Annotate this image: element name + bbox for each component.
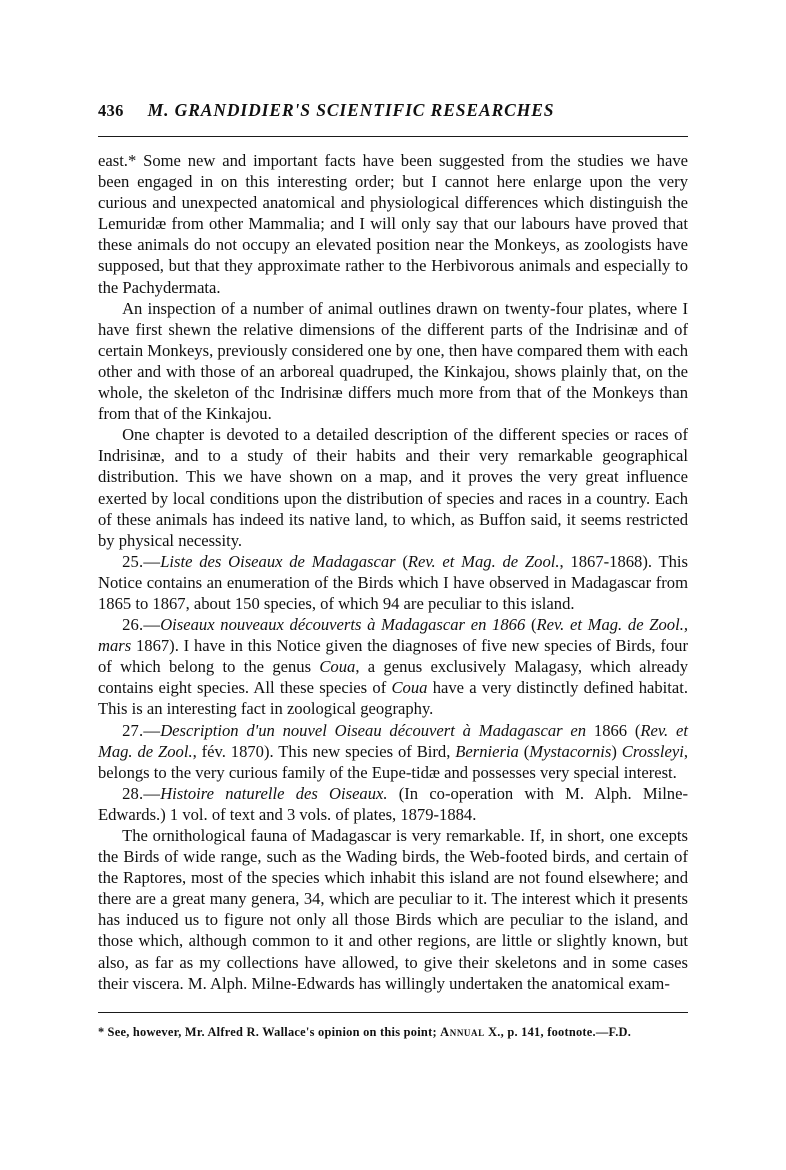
entry-27-number: 27.— bbox=[122, 720, 161, 740]
entry-25-citation-open: ( bbox=[395, 551, 408, 571]
entry-26-text: I have in this Notice given the diagnoses of five new species of Birds, four of which belong to the genus bbox=[98, 636, 688, 677]
footnote-wallace bbox=[98, 1024, 688, 1041]
footnote-marker: * bbox=[98, 1025, 105, 1039]
entry-27-title-year: 1866 bbox=[586, 720, 628, 740]
paragraph-inspection: An inspection of a number of animal outlines drawn on twenty-four plates, where I have first shewn the relative dimensions of the different parts of the Indrisinæ and of certain Monkeys, previously considered one by one, then have compared them with each other and with those of an arboreal quadruped, the Kinkajou, shows plainly that, on the whole, the skeleton of thc Indrisinæ differs much more from that of the Monkeys than from that of the Kinkajou. bbox=[98, 298, 688, 424]
entry-26-citation-journal: Rev. et Mag. de Zool., mars bbox=[98, 615, 688, 656]
entry-25-number: 25.— bbox=[122, 551, 161, 571]
entry-27 bbox=[98, 720, 688, 783]
entry-28 bbox=[98, 783, 688, 825]
entry-26-citation-open: ( bbox=[525, 615, 537, 635]
entry-25-citation-rest: , 1867-1868). bbox=[559, 551, 653, 571]
entry-27-species-mystacornis: Mystacornis bbox=[529, 741, 612, 761]
paragraph-chapter: One chapter is devoted to a detailed description of the different species or races of Indrisinæ, and to a study of their habits and their very remarkable geographical distribution. This we have shown on a map, and it proves the very great influence exerted by local conditions upon the distribution of species and races in a country. Each of these animals has indeed its native land, to which, as Buffon said, it seems restricted by physical necessity. bbox=[98, 425, 688, 550]
entry-27-species-bernieria: Bernieria bbox=[455, 741, 519, 761]
running-head bbox=[98, 100, 688, 130]
entry-27-species-crossleyi: Crossleyi bbox=[621, 741, 684, 761]
entry-25-title: Liste des Oiseaux de Madagascar bbox=[160, 551, 396, 571]
paragraph-east: east.* Some new and important facts have been suggested from the studies we have been engaged in on this interesting order; but I cannot here enlarge upon the very curious and unexpected anatomical and physiological differences which distinguish the Lemuridæ from other Mammalia; and I will only say that our labours have proved that these animals do not occupy an elevated position near the Monkeys, as zoologists have supposed, but that they approximate rather to the Herbivorous animals and especially to the Pachydermata. bbox=[98, 151, 688, 297]
entry-26-text-2: , a genus exclusively Malagasy, which already contains eight species. All these species of bbox=[98, 657, 688, 698]
paragraph-ornithological: The ornithological fauna of Madagascar is very remarkable. If, in short, one excepts the Birds of wide range, such as the Wading birds, the Web-footed birds, and certain of the Raptores, most of the species which inhabit this island are not found elsewhere; and there are a great many genera, 34, which are peculiar to it. The interest which it presents has induced us to figure not only all those Birds which are peculiar to the island, and those which, although common to it and other regions, are little or slightly known, but also, as far as my collections have allowed, to give their skeletons and in some cases their viscera. M. Alph. Milne-Edwards has willingly undertaken the anatomical exam‑ bbox=[98, 826, 688, 993]
footnote-rule bbox=[98, 1012, 688, 1013]
entry-27-text-3: ) bbox=[611, 741, 622, 761]
footnote-text-before: See, however, Mr. Alfred R. Wallace's opinion on this point; bbox=[104, 1025, 441, 1039]
running-title: M. GRANDIDIER'S SCIENTIFIC RESEARCHES bbox=[147, 100, 555, 120]
entry-28-text: (In co-operation with M. Alph. Milne-Edwards.) 1 vol. of text and 3 vols. of plates, 1879-1884. bbox=[98, 783, 688, 824]
body-text bbox=[98, 150, 688, 994]
footnote-zone bbox=[98, 1012, 688, 1053]
header-rule bbox=[98, 136, 688, 137]
entry-27-citation-rest: , fév. 1870). bbox=[192, 741, 274, 761]
entry-25 bbox=[98, 551, 688, 614]
entry-27-citation-journal: Rev. et Mag. de Zool. bbox=[98, 720, 688, 761]
entry-26-number: 26.— bbox=[122, 615, 161, 635]
entry-27-text: This new species of Bird, bbox=[273, 741, 456, 761]
entry-26-text-3: have a very distinctly defined habitat. This is an interesting fact in zoological geography. bbox=[98, 678, 688, 719]
entry-26 bbox=[98, 614, 688, 719]
entry-26-title: Oiseaux nouveaux découverts à Madagascar en 1866 bbox=[160, 615, 526, 635]
entry-25-citation-journal: Rev. et Mag. de Zool. bbox=[407, 551, 560, 571]
entry-28-title: Histoire naturelle des Oiseaux. bbox=[160, 783, 388, 803]
page-content bbox=[98, 0, 688, 994]
entry-27-citation-open: ( bbox=[627, 720, 641, 740]
page-number: 436 bbox=[98, 101, 124, 120]
entry-25-text: This Notice contains an enumeration of the Birds which I have observed in Madagascar from 1865 to 1867, about 150 species, of which 94 are peculiar to this island. bbox=[98, 551, 688, 613]
entry-26-citation-rest: 1867). bbox=[131, 636, 179, 656]
entry-26-genus-second: Coua bbox=[391, 678, 428, 698]
entry-26-genus-first: Coua bbox=[319, 657, 356, 677]
entry-27-text-2: ( bbox=[518, 741, 530, 761]
footnote-smallcaps-annual: Annual bbox=[440, 1025, 485, 1039]
entry-28-number: 28.— bbox=[122, 783, 161, 803]
entry-27-title: Description d'un nouvel Oiseau découvert à Madagascar en bbox=[160, 720, 587, 740]
entry-27-text-4: , belongs to the very curious family of the Eupe‑tidæ and possesses very special interest. bbox=[98, 741, 688, 782]
footnote-text-after: X., p. 141, footnote.—F.D. bbox=[484, 1025, 632, 1039]
